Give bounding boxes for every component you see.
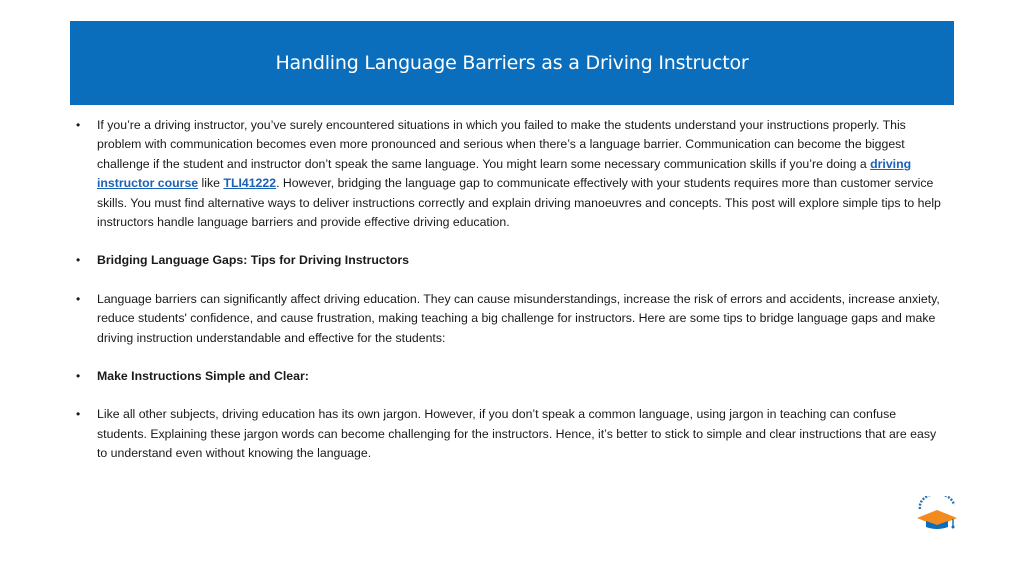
bullet-marker: • [76, 291, 81, 306]
intro-text-part2: like [198, 176, 224, 191]
list-item [76, 405, 946, 463]
list-item [76, 290, 946, 348]
intro-paragraph [97, 116, 946, 232]
header-bar [70, 21, 954, 105]
bullet-marker: • [76, 369, 81, 384]
section-heading-bridging-gaps: Bridging Language Gaps: Tips for Driving Instructors [97, 253, 410, 268]
list-item [76, 116, 946, 232]
list-item [76, 367, 946, 386]
intro-text-part1: If you’re a driving instructor, you’ve surely encountered situations in which you failed to make the students understand your instructions properly. This problem with communication becomes even more pronounced and serious when there’s a language barrier. Communication can become the biggest challenge if the student and instructor don’t speak the same language. You might learn some necessary communication skills if you’re doing a [97, 118, 906, 171]
section-heading-simple-instructions: Make Instructions Simple and Clear: [97, 369, 309, 384]
tli41222-link[interactable]: TLI41222 [223, 176, 277, 191]
list-item [76, 251, 946, 270]
bullet-marker: • [76, 118, 81, 132]
driving-instructor-course-link[interactable]: driving instructor course [97, 156, 912, 191]
language-barriers-paragraph: Language barriers can significantly affect driving education. They can cause misunderstandings, increase the risk of errors and accidents, increase anxiety, reduce students' confidence, and cause frustration, making teaching a big challenge for instructors. Here are some tips to bridge language gaps and make driving instruction understandable and effective for the students: [97, 291, 940, 345]
content-body [76, 116, 946, 464]
bullet-marker: • [76, 253, 81, 268]
intro-text-part3: . However, bridging the language gap to communicate effectively with your students requires more than customer service skills. You must find alternative ways to deliver instructions correctly and explain driving manoeuvres and concepts. This post will explore simple tips to help instructors handle language barriers and provide effective driving education. [97, 176, 941, 230]
bullet-marker: • [76, 407, 81, 422]
page-title: Handling Language Barriers as a Driving Instructor [275, 52, 749, 74]
jargon-paragraph: Like all other subjects, driving education has its own jargon. However, if you don’t speak a common language, using jargon in teaching can confuse students. Explaining these jargon words can become challenging for the instructors. Hence, it’s better to stick to simple and clear instructions that are easy to understand even without knowing the language. [97, 407, 937, 461]
graduation-cap-logo-icon [914, 496, 960, 530]
